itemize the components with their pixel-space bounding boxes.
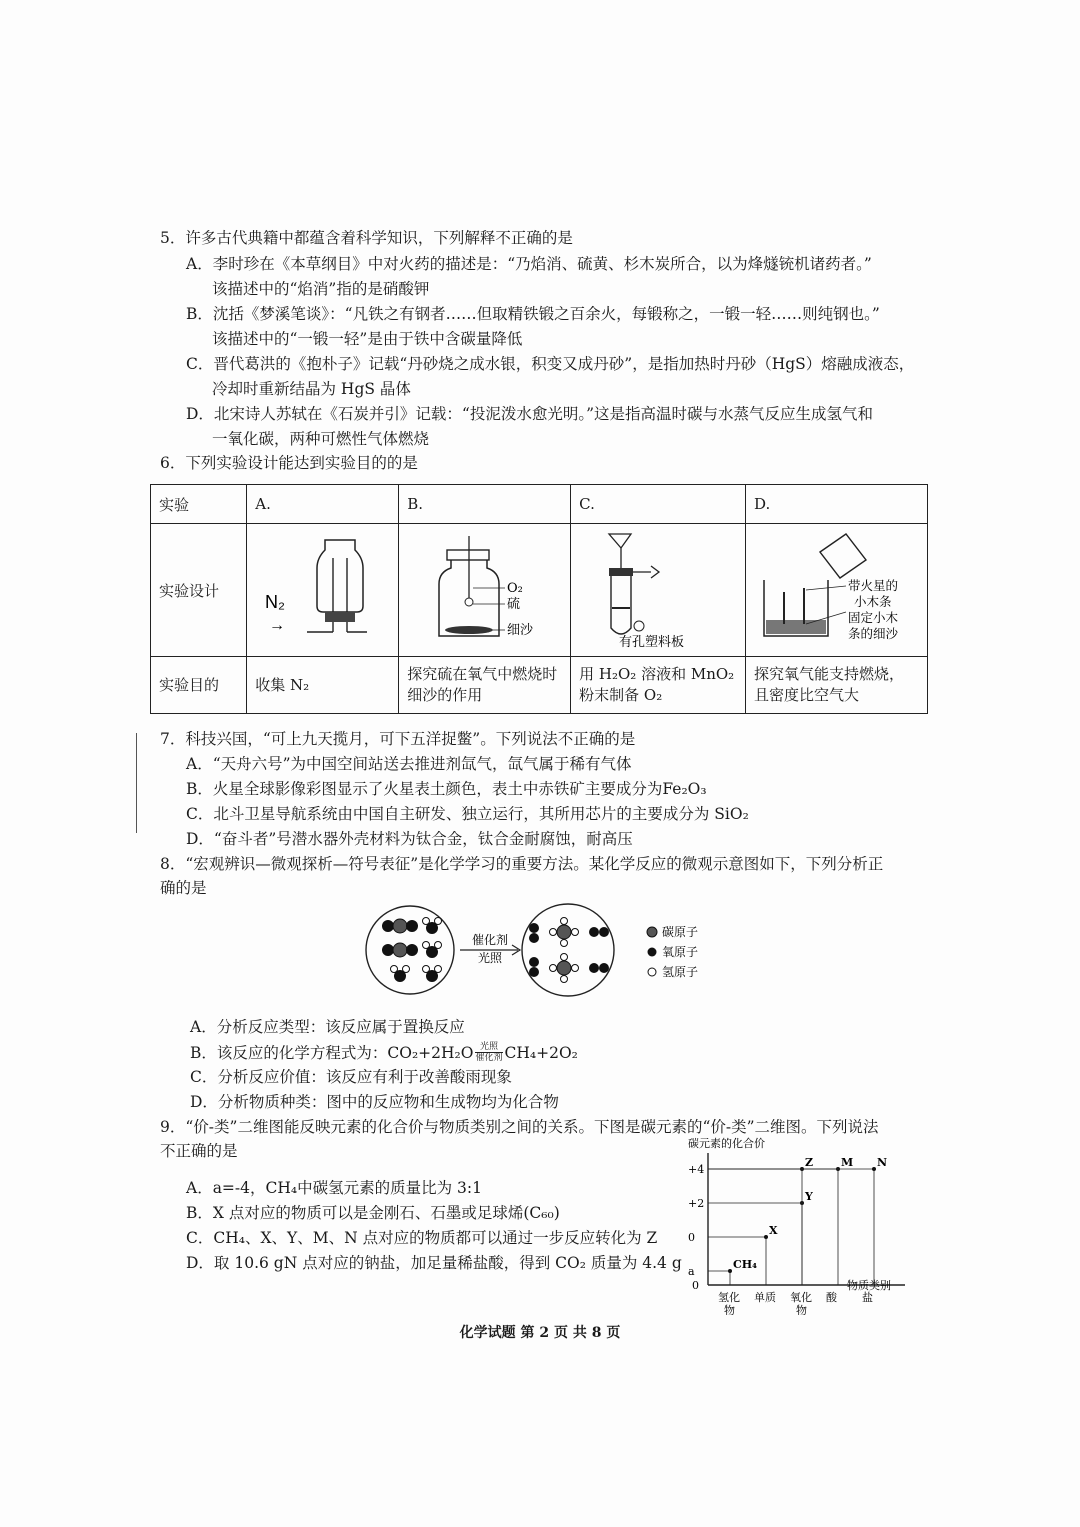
q8-eq-cond-bottom: 催化剂 — [475, 1053, 503, 1063]
legend-hydrogen-dot — [648, 968, 656, 976]
q8-eq-left: CO₂+2H₂O — [387, 1044, 474, 1062]
x-category-label: 氧化 — [790, 1291, 812, 1304]
q7-option-c: C．北斗卫星导航系统由中国自主研发、独立运行，其所用芯片的主要成分为 SiO₂ — [186, 805, 749, 823]
point-label: CH₄ — [733, 1258, 757, 1271]
sand-label-1: 固定小木 — [848, 610, 899, 625]
product-o2-4 — [589, 963, 609, 973]
legend-hydrogen: 氢原子 — [662, 965, 699, 979]
table-header-a: A. — [247, 485, 399, 524]
reactant-h2o-2 — [423, 942, 442, 959]
table-row-purpose-label: 实验目的 — [151, 657, 247, 714]
x-category-label: 盐 — [862, 1291, 873, 1304]
q7-option-a: A．“天舟六号”为中国空间站送去推进剂氙气，氙气属于稀有气体 — [186, 755, 632, 773]
x-category-label-cont: 物 — [796, 1304, 807, 1315]
point-marker — [764, 1235, 768, 1239]
point-label: Y — [805, 1190, 813, 1203]
product-o2-2 — [529, 957, 539, 977]
y-tick-label: +4 — [688, 1163, 705, 1176]
x-category-label: 酸 — [826, 1291, 837, 1304]
sulfur-label: 硫 — [507, 597, 521, 612]
margin-mark — [136, 733, 137, 833]
q7-option-b: B．火星全球影像彩图显示了火星表土颜色，表土中赤铁矿主要成分为Fe₂O₃ — [186, 780, 707, 798]
valence-category-chart — [680, 1135, 920, 1315]
point-label: X — [769, 1224, 778, 1237]
x-category-label: 单质 — [754, 1291, 776, 1304]
legend-oxygen-dot — [648, 948, 657, 957]
legend-oxygen: 氧原子 — [662, 945, 699, 959]
legend-carbon: 碳原子 — [662, 925, 699, 939]
sand-label: 细沙 — [507, 623, 534, 638]
q8-eq-right: CH₄+2O₂ — [504, 1044, 578, 1062]
q8-eq-condition — [475, 1042, 502, 1063]
table-header-b: B. — [399, 485, 571, 524]
n2-label: N₂ — [265, 592, 286, 612]
y-tick-label: 0 — [688, 1231, 695, 1244]
stick-label-2: 小木条 — [854, 594, 892, 609]
q8-stem-cont: 确的是 — [160, 879, 207, 897]
q7-stem: 7．科技兴国，“可上九天揽月，可下五洋捉鳖”。下列说法不正确的是 — [160, 730, 636, 748]
reactant-h2o-1 — [423, 918, 442, 935]
design-c-cell — [571, 524, 746, 657]
y-tick-label: a — [688, 1265, 695, 1278]
reactant-co2-1 — [382, 919, 418, 933]
purpose-b: 探究硫在氧气中燃烧时细沙的作用 — [399, 657, 571, 714]
q8-stem: 8．“宏观辨识—微观探析—符号表征”是化学学习的重要方法。某化学反应的微观示意图如下，下列分析正 — [160, 855, 884, 873]
condition-light: 光照 — [478, 951, 503, 965]
reactant-h2o-4 — [423, 966, 442, 983]
table-row-design-label: 实验设计 — [151, 524, 247, 657]
gas-collection-diagram — [255, 528, 385, 648]
oxygen-preparation-diagram — [579, 528, 729, 648]
purpose-c: 用 H₂O₂ 溶液和 MnO₂ 粉末制备 O₂ — [571, 657, 746, 714]
product-o2-1 — [529, 923, 539, 943]
q7-option-d: D．“奋斗者”号潜水器外壳材料为钛合金，钛合金耐腐蚀，耐高压 — [186, 830, 633, 848]
x-axis-title: 物质类别 — [847, 1279, 891, 1292]
q9-stem-cont: 不正确的是 — [160, 1142, 238, 1160]
q5-option-d: D．北宋诗人苏轼在《石炭并引》记载：“投泥泼水愈光明。”这是指高温时碳与水蒸气反应生成氢气和 — [186, 405, 874, 423]
origin-label: 0 — [692, 1279, 699, 1292]
point-label: N — [877, 1156, 888, 1169]
q8-option-a: A．分析反应类型：该反应属于置换反应 — [190, 1018, 465, 1036]
table-header-experiment: 实验 — [151, 485, 247, 524]
q5-stem: 5．许多古代典籍中都蕴含着科学知识，下列解释不正确的是 — [160, 229, 573, 247]
plate-label: 有孔塑料板 — [619, 635, 685, 648]
q8-option-c: C．分析反应价值：该反应有利于改善酸雨现象 — [190, 1068, 512, 1086]
x-category-label: 氢化 — [718, 1291, 740, 1304]
q9-option-a: A．a=-4，CH₄中碳氢元素的质量比为 3:1 — [186, 1179, 482, 1197]
q5-option-c: C．晋代葛洪的《抱朴子》记载“丹砂烧之成水银，积变又成丹砂”，是指加热时丹砂（HgS）熔融成液态， — [186, 355, 915, 373]
point-label: Z — [805, 1156, 814, 1169]
y-tick-label: +2 — [688, 1197, 705, 1210]
reactant-co2-2 — [382, 943, 418, 957]
q5-option-d-cont: 一氧化碳，两种可燃性气体燃烧 — [212, 430, 430, 448]
purpose-a: 收集 N₂ — [247, 657, 399, 714]
table-header-c: C. — [571, 485, 746, 524]
q9-option-c: C．CH₄、X、Y、M、N 点对应的物质都可以通过一步反应转化为 Z — [186, 1229, 658, 1247]
design-a-cell — [247, 524, 399, 657]
experiment-table — [150, 484, 928, 714]
arrow-label: → — [269, 617, 286, 634]
stick-label-1: 带火星的 — [848, 578, 899, 593]
y-axis-title: 碳元素的化合价 — [688, 1137, 765, 1150]
sulfur-combustion-diagram — [407, 528, 557, 648]
q5-option-b-cont: 该描述中的“一锻一轻”是由于铁中含碳量降低 — [212, 330, 523, 348]
x-category-label-cont: 物 — [724, 1304, 735, 1315]
point-marker — [872, 1167, 876, 1171]
point-label: M — [841, 1156, 854, 1169]
q9-option-b: B．X 点对应的物质可以是金刚石、石墨或足球烯(C₆₀) — [186, 1204, 560, 1222]
q8-option-b — [190, 1042, 578, 1063]
q5-option-c-cont: 冷却时重新结晶为 HgS 晶体 — [212, 380, 411, 398]
product-ch4-1 — [550, 918, 579, 947]
q8-eq-cond-top: 光照 — [475, 1042, 502, 1053]
legend-carbon-dot — [647, 927, 657, 937]
product-o2-3 — [589, 927, 609, 937]
q9-stem: 9．“价-类”二维图能反映元素的化合价与物质类别之间的关系。下图是碳元素的“价-类”二维图。下列说法 — [160, 1118, 879, 1136]
oxygen-support-diagram — [754, 528, 914, 648]
condition-catalyst: 催化剂 — [472, 933, 509, 947]
q9-option-d: D．取 10.6 gN 点对应的钠盐，加足量稀盐酸，得到 CO₂ 质量为 4.4 g — [186, 1254, 682, 1272]
purpose-d: 探究氧气能支持燃烧，且密度比空气大 — [746, 657, 928, 714]
q5-option-a: A．李时珍在《本草纲目》中对火药的描述是：“乃焰消、硫黄、杉木炭所合，以为烽燧铳机诸药者。” — [186, 255, 872, 273]
reaction-micro-diagram — [360, 900, 720, 1000]
q6-stem: 6．下列实验设计能达到实验目的的是 — [160, 454, 418, 472]
sand-label-2: 条的细沙 — [848, 626, 899, 641]
page-footer: 化学试题 第 2 页 共 8 页 — [459, 1325, 621, 1341]
design-d-cell — [746, 524, 928, 657]
q5-option-b: B．沈括《梦溪笔谈》：“凡铁之有钢者……但取精铁锻之百余火，每锻称之，一锻一轻……则纯钢也。” — [186, 305, 880, 323]
q5-option-a-cont: 该描述中的“焰消”指的是硝酸钾 — [212, 280, 430, 298]
q8-option-d: D．分析物质种类：图中的反应物和生成物均为化合物 — [190, 1093, 559, 1111]
reactant-h2o-3 — [391, 966, 410, 983]
q8-option-b-prefix: B．该反应的化学方程式为： — [190, 1044, 388, 1062]
point-marker — [728, 1269, 732, 1273]
design-b-cell — [399, 524, 571, 657]
product-ch4-2 — [550, 954, 579, 983]
o2-label: O₂ — [507, 581, 524, 596]
table-header-d: D. — [746, 485, 928, 524]
